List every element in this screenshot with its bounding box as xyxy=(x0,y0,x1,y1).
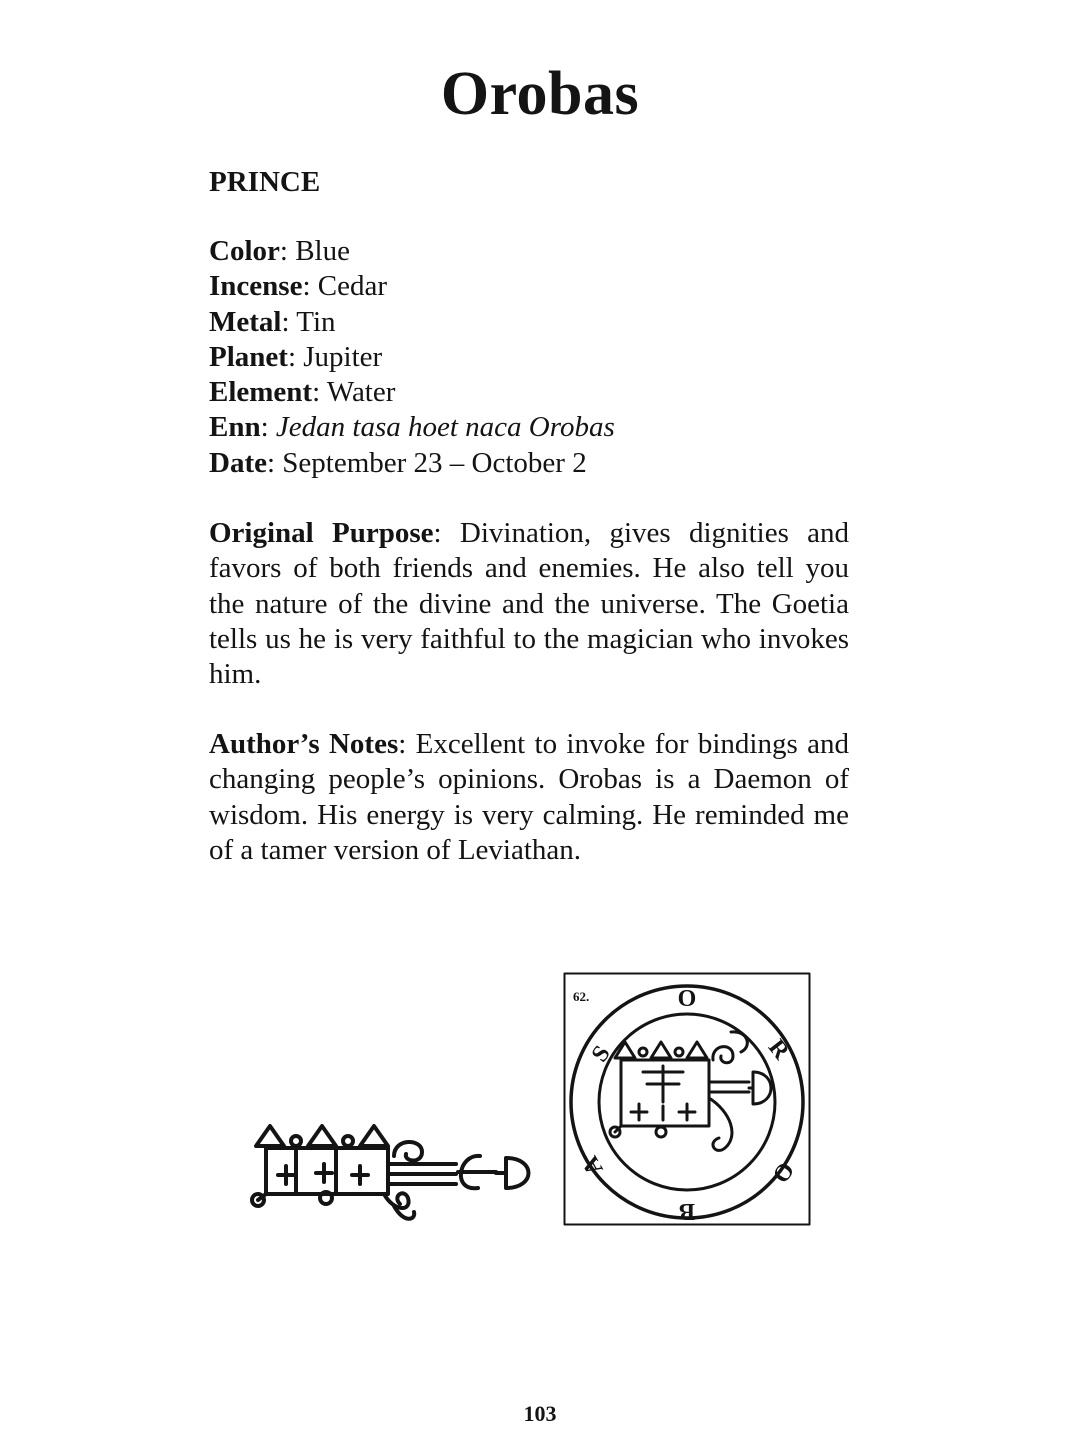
original-purpose-text: Divination, gives dignities and favors of both friends and enemies. He also tell you the nature of the divine and the universe. The Goetia tells us he is very faithful to the magician who invokes him. xyxy=(209,517,850,691)
seal-number: 62. xyxy=(573,989,590,1004)
attribute-label: Metal xyxy=(209,305,282,338)
seal-letter: O xyxy=(766,1156,799,1188)
page-title: Orobas xyxy=(440,60,640,128)
sigil-small-icon xyxy=(244,1116,550,1226)
attribute-label: Element xyxy=(209,376,313,409)
seal-letter: O xyxy=(677,986,697,1012)
rank-heading: PRINCE xyxy=(209,166,321,198)
attribute-label: Planet xyxy=(209,340,288,373)
attribute-value: Cedar xyxy=(317,270,388,303)
authors-notes-label: Author’s Notes xyxy=(209,728,399,760)
attribute-row-planet: Planet: Jupiter xyxy=(209,340,383,373)
attribute-row-metal: Metal: Tin xyxy=(209,305,336,338)
attribute-list xyxy=(209,234,849,481)
authors-notes-paragraph: Author’s Notes: Excellent to invoke for bindings and changing people’s opinions. Orobas is a Daemon of wisdom. His energy is very calming. He reminded me of a tamer version of Leviathan. xyxy=(209,728,849,866)
attribute-row-color: Color: Blue xyxy=(209,235,350,267)
seal-letter: B xyxy=(678,1198,696,1224)
attribute-value: Blue xyxy=(295,235,350,267)
attribute-row-enn: Enn: Jedan tasa hoet naca Orobas xyxy=(209,411,615,444)
authors-notes-text: Excellent to invoke for bindings and changing people’s opinions. Orobas is a Daemon of wisdom. His energy is very calming. He reminded me of a tamer version of Leviathan. xyxy=(209,728,849,866)
attribute-label: Incense xyxy=(209,270,303,303)
attribute-label: Color xyxy=(209,235,280,267)
attribute-row-incense: Incense: Cedar xyxy=(209,270,388,303)
attribute-label: Enn xyxy=(209,411,261,444)
attribute-row-date: Date: September 23 – October 2 xyxy=(209,446,587,479)
seal-letter: R xyxy=(762,1034,795,1065)
attribute-value: Tin xyxy=(296,305,336,338)
attribute-label: Date xyxy=(209,446,267,479)
page-number: 103 xyxy=(523,1401,557,1426)
seal-icon xyxy=(563,972,811,1226)
original-purpose-paragraph: Original Purpose: Divination, gives dignities and favors of both friends and enemies. He also tell you the nature of the divine and the universe. The Goetia tells us he is very faithful to the magician who invokes him. xyxy=(209,517,850,691)
attribute-value: Water xyxy=(326,376,396,409)
attribute-value: September 23 – October 2 xyxy=(282,446,587,479)
attribute-value: Jupiter xyxy=(303,340,383,373)
seal-letter: A xyxy=(577,1151,609,1180)
seal-letter: S xyxy=(586,1041,616,1067)
attribute-value: Jedan tasa hoet naca Orobas xyxy=(275,411,615,444)
original-purpose-label: Original Purpose xyxy=(209,517,434,549)
attribute-row-element: Element: Water xyxy=(209,376,396,409)
